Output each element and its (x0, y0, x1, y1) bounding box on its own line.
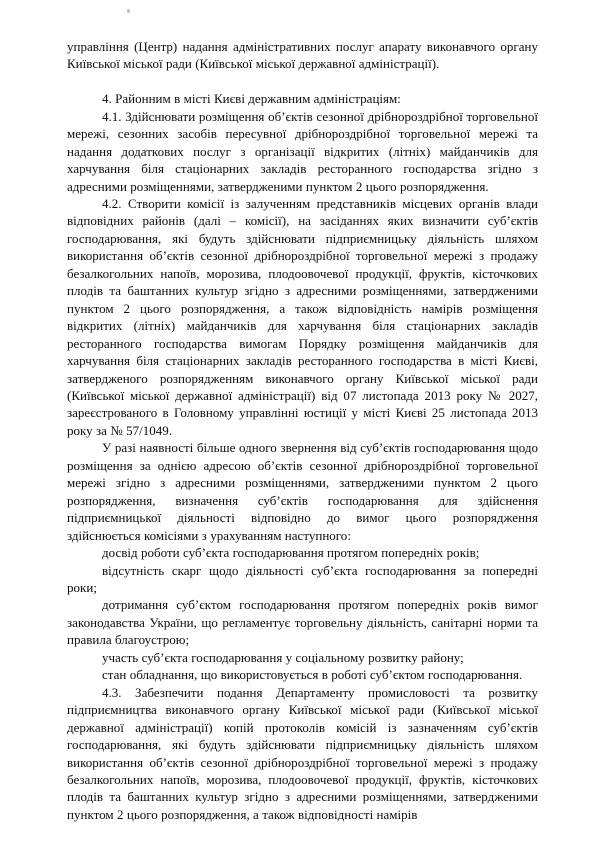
paragraph-item-4-3: 4.3. Забезпечити подання Департаменту промисловості та розвитку підприємництва виконавчого органу Київської міської ради (Київської міської державної адміністрації) копій протоколів комісій із зазначенням суб’єктів господарювання, які будуть здійснювати підприємницьку діяльність шляхом використання об’єктів сезонної дрібнороздрібної торговельної мережі з продажу безалкогольних напоїв, морозива, плодоовочевої продукції, фруктів, кісточкових плодів та баштанних культур згідно з адресними розміщеннями, затвердженими пунктом 2 цього розпорядження, а також відповідності намірів (67, 684, 538, 822)
document-text-body (67, 38, 538, 823)
paragraph-criterion-experience: досвід роботи суб’єкта господарювання протягом попередніх років; (102, 545, 480, 561)
paragraph-header-continuation: управління (Центр) надання адміністративних послуг апарату виконавчого органу Київської міської ради (Київської міської державної адміністрації). (67, 39, 538, 72)
paragraph-criterion-compliance: дотримання суб’єктом господарювання протягом попередніх років вимог законодавства України, що регламентує торговельну діяльність, санітарні норми та правила благоустрою; (67, 597, 538, 648)
paragraph-criterion-complaints: відсутність скарг щодо діяльності суб’єкта господарювання за попередні роки; (67, 562, 538, 595)
paragraph-more-than-one-application: У разі наявності більше одного звернення від суб’єктів господарювання щодо розміщення за однією адресою об’єктів сезонної дрібнороздрібної торговельної мережі згідно з адресними розміщеннями, затвердженими пунктом 2 цього розпорядження, визначення суб’єктів господарювання для здійснення підприємницької діяльності відповідно до вимог цього розпорядження здійснюється комісіями з урахуванням наступного: (67, 440, 538, 543)
paragraph-item-4: 4. Районним в місті Києві державним адміністраціям: (102, 91, 401, 107)
paragraph-item-4-1: 4.1. Здійснювати розміщення об’єктів сезонної дрібнороздрібної торговельної мережі, сезонних засобів пересувної дрібнороздрібної торговельної мережі та надання додаткових послуг з організації відкритих (літніх) майданчиків для харчування біля стаціонарних закладів ресторанного господарства згідно з адресними розміщеннями, затвердженими пунктом 2 цього розпорядження. (67, 108, 538, 194)
paragraph-criterion-equipment: стан обладнання, що використовується в роботі суб’єктом господарювання. (102, 667, 523, 683)
scan-artifact-speck (127, 9, 130, 13)
paragraph-item-4-2: 4.2. Створити комісії із залученням представників місцевих органів влади відповідних районів (далі – комісії), на засіданнях яких визначити суб’єктів господарювання, які будуть здійснювати підприємницьку діяльність шляхом використання об’єктів сезонної дрібнороздрібної торговельної мережі з продажу безалкогольних напоїв, морозива, плодоовочевої продукції, фруктів, кісточкових плодів та баштанних культур згідно з адресними розміщеннями, затвердженими пунктом 2 цього розпорядження, а також відповідність намірів розміщення відкритих (літніх) майданчиків для харчування біля стаціонарних закладів ресторанного господарства вимогам Порядку розміщення майданчиків для харчування біля стаціонарних закладів ресторанного господарства в місті Києві, затвердженого розпорядженням виконавчого органу Київської міської ради (Київської міської державної адміністрації) від 07 листопада 2013 року № 2027, зареєстрованого в Головному управлінні юстиції у місті Києві 25 листопада 2013 року за № 57/1049. (67, 196, 538, 438)
paragraph-criterion-social: участь суб’єкта господарювання у соціальному розвитку району; (102, 649, 464, 665)
